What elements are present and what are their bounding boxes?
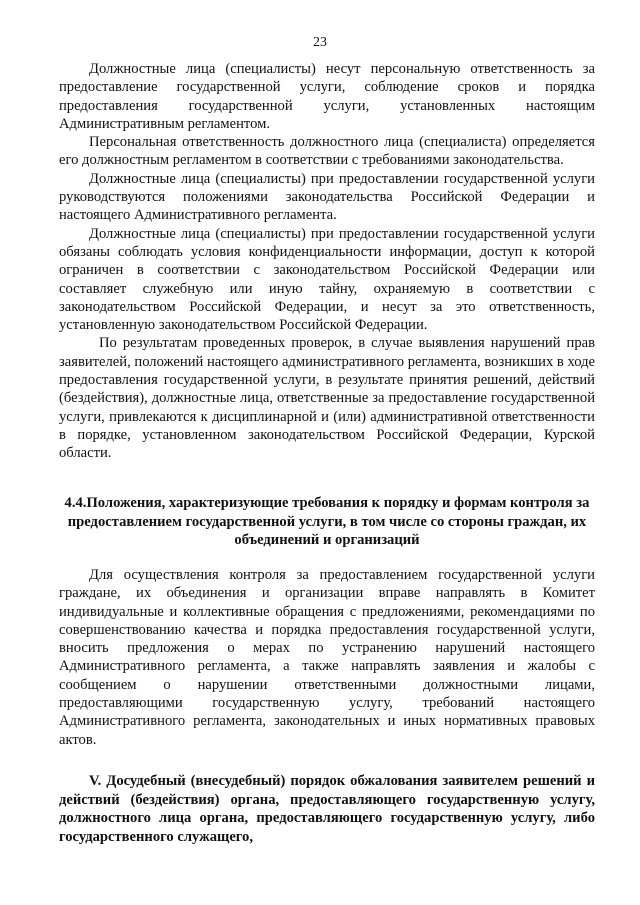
paragraph-inspection-results: По результатам проведенных проверок, в случае выявления нарушений прав заявителей, положений настоящего административного регламента, возникших в ходе предоставления государственной услуги, в результате принятия решений, действий (бездействия), должностные лица, ответственные за предоставление государственной услуги, привлекаются к дисциплинарной и (или) административной ответственности в порядке, установленном законодательством Российской Федерации, Курской области.	[59, 335, 595, 462]
paragraph-personal-responsibility: Должностные лица (специалисты) несут персональную ответственность за предоставление государственной услуги, соблюдение сроков и порядка предоставления государственной услуги, установленных настоящим Административным регламентом.	[59, 61, 595, 132]
section-heading-v: V. Досудебный (внесудебный) порядок обжалования заявителем решений и действий (бездействия) органа, предоставляющего государственную услугу, должностного лица органа, предоставляющего государственную услугу, либо государственного служащего,	[59, 773, 595, 845]
citizen-control-section	[59, 566, 595, 749]
paragraph-legislation-guidance: Должностные лица (специалисты) при предоставлении государственной услуги руководствуются положениями законодательства Российской Федерации и настоящего Административного регламента.	[59, 170, 595, 224]
section-heading-4-4: 4.4.Положения, характеризующие требования к порядку и формам контроля за предоставлением государственной услуги, в том числе со стороны граждан, их объединений и организаций	[64, 495, 590, 548]
paragraph-confidentiality: Должностные лица (специалисты) при предоставлении государственной услуги обязаны соблюдать условия конфиденциальности информации, доступ к которой ограничен в соответствии с законодательством Российской Федерации или составляет служебную или иную тайну, охраняемую в соответствии с законодательством Российской Федерации, и несут за это ответственность, установленную законодательством Российской Федерации.	[59, 225, 595, 334]
paragraph-official-regulation: Персональная ответственность должностного лица (специалиста) определяется его должностным регламентом в соответствии с требованиями законодательства.	[59, 134, 595, 169]
responsibility-section	[59, 60, 595, 463]
page-number: 23	[313, 35, 327, 50]
paragraph-citizen-control: Для осуществления контроля за предоставлением государственной услуги граждане, их объединения и организации вправе направлять в Комитет индивидуальные и коллективные обращения с предложениями, рекомендациями по совершенствованию качества и порядка предоставления государственной услуги, вносить предложения о мерах по устранению нарушений настоящего Административного регламента, а также направлять заявления и жалобы с сообщением о нарушении ответственными должностными лицами, предоставляющими государственную услугу, требований настоящего Административного регламента, законодательных и иных нормативных правовых актов.	[59, 567, 595, 748]
